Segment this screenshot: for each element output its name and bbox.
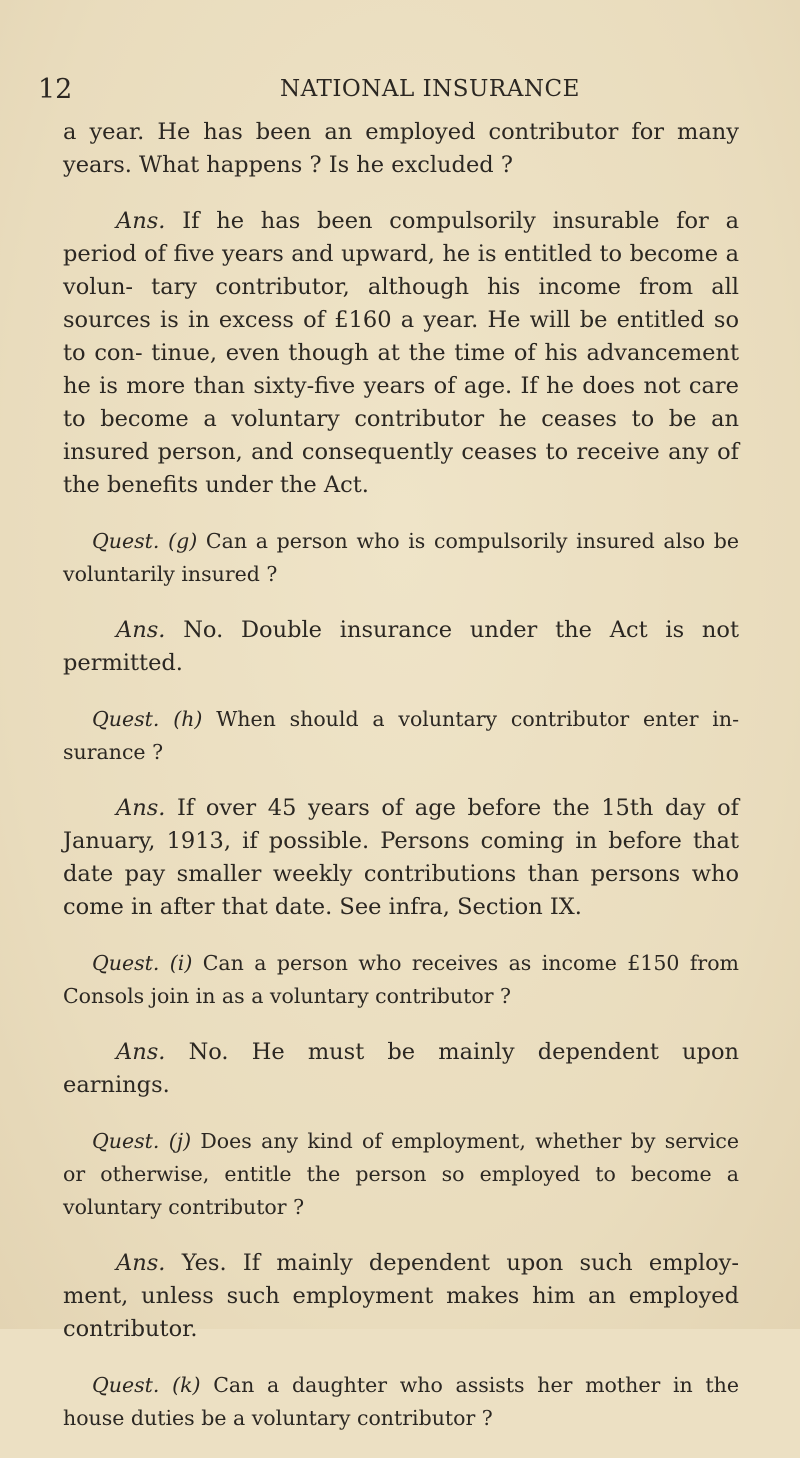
answer-text: No. He must be mainly dependent upon earnings. [63, 1039, 739, 1098]
answer-paragraph [63, 792, 739, 924]
answer-label: Ans. [116, 617, 166, 643]
answer-text: Yes. If mainly dependent upon such employ- ment, unless such employment makes him an employed contributor. [63, 1250, 739, 1342]
question-paragraph [63, 703, 739, 769]
question-paragraph [63, 525, 739, 591]
question-text: Can a person who receives as income £150 from Consols join in as a voluntary contributor ? [63, 951, 739, 1008]
answer-text: No. Double insurance under the Act is not permitted. [63, 617, 739, 676]
page-body [63, 116, 739, 1458]
question-label: Quest. (g) [92, 529, 198, 553]
answer-paragraph [63, 1247, 739, 1346]
paragraph-continuation [63, 116, 739, 182]
running-head: NATIONAL INSURANCE [280, 76, 580, 102]
question-paragraph [63, 1125, 739, 1224]
question-paragraph [63, 1369, 739, 1435]
page-number: 12 [38, 74, 73, 105]
question-text: Can a daughter who assists her mother in the house duties be a voluntary contributor ? [63, 1373, 739, 1430]
answer-paragraph [63, 614, 739, 680]
answer-label: Ans. [116, 1039, 166, 1065]
question-text: Can a person who is compulsorily insured also be voluntarily insured ? [63, 529, 739, 586]
paragraph-text: a year. He has been an employed contributor for many years. What happens ? Is he excluded ? [63, 119, 739, 178]
answer-label: Ans. [116, 1250, 166, 1276]
answer-label: Ans. [116, 795, 166, 821]
question-label: Quest. (k) [92, 1373, 201, 1397]
question-text: Does any kind of employment, whether by service or otherwise, entitle the person so employed to become a voluntary contributor ? [63, 1129, 739, 1219]
question-paragraph [63, 947, 739, 1013]
answer-text: If he has been compulsorily insurable for a period of five years and upward, he is entitled to become a volun- tary contributor, although his income from all sources is in excess of £160 a year. He will be entitled so to con- tinue, even though at the time of his advancement he is more than sixty-five years of age. If he does not care to become a voluntary contributor he ceases to be an insured person, and consequently ceases to receive any of the benefits under the Act. [63, 208, 739, 498]
answer-paragraph [63, 1036, 739, 1102]
page-header [38, 74, 762, 110]
answer-paragraph [63, 205, 739, 502]
question-label: Quest. (j) [92, 1129, 192, 1153]
question-label: Quest. (h) [92, 707, 203, 731]
question-label: Quest. (i) [92, 951, 193, 975]
answer-label: Ans. [116, 208, 166, 234]
answer-text: If over 45 years of age before the 15th day of January, 1913, if possible. Persons coming in before that date pay smaller weekly contributions than persons who come in after that date. See infra, Section IX. [63, 795, 739, 920]
question-text: When should a voluntary contributor enter in- surance ? [63, 707, 739, 764]
